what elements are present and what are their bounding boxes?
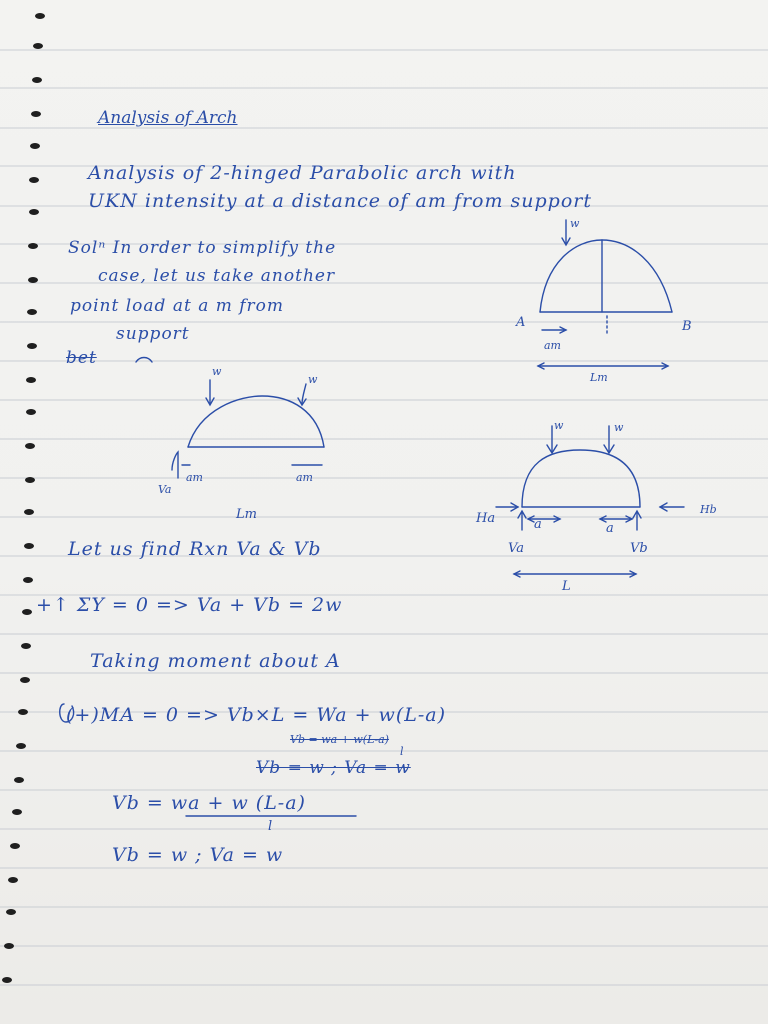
moment-equation: (+)MA = 0 => Vb×L = Wa + w(L-a): [66, 704, 447, 726]
scratch-work-1: Vb = wa + w(L-a): [290, 733, 389, 746]
fig3-vb: Vb: [630, 541, 648, 556]
fig2-load-left: w: [212, 365, 222, 378]
fig2-span: Lm: [236, 507, 257, 522]
problem-line-1: Analysis of 2-hinged Parabolic arch with: [88, 162, 517, 184]
fig3-hb: Hb: [700, 503, 717, 516]
fig1-load-label: w: [570, 217, 580, 230]
arch-figure-3: [496, 426, 684, 577]
fig3-va: Va: [508, 541, 524, 556]
fig1-dim-l: Lm: [590, 371, 608, 384]
vb-numerator: Vb = wa + w (L-a): [112, 792, 306, 814]
solution-line-1: Solⁿ In order to simplify the: [68, 238, 337, 258]
lets-find-line: Let us find Rxn Va & Vb: [68, 538, 322, 560]
fig1-support-a: A: [516, 315, 526, 330]
ink-marks: [60, 358, 356, 817]
taking-moment-line: Taking moment about A: [90, 650, 341, 672]
fig3-load-right: w: [614, 421, 624, 434]
fig1-support-b: B: [682, 319, 692, 334]
sum-y-equation: +↑ ΣY = 0 => Va + Vb = 2w: [36, 594, 343, 616]
fig2-reaction: Va: [158, 483, 172, 496]
solution-line-5: bet: [66, 348, 97, 368]
problem-line-2: UKN intensity at a distance of am from support: [88, 190, 592, 212]
fig3-load-left: w: [554, 419, 564, 432]
solution-line-4: support: [116, 324, 190, 344]
fig2-dim-left: am: [186, 471, 203, 484]
vb-denominator: l: [268, 819, 273, 834]
solution-line-3: point load at a m from: [70, 296, 285, 316]
fig1-dim-a: am: [544, 339, 561, 352]
scratch-work-2: Vb = w ; Va = w: [256, 758, 411, 778]
page-title: Analysis of Arch: [98, 108, 238, 128]
arch-figure-2: [172, 380, 324, 478]
final-result: Vb = w ; Va = w: [112, 844, 284, 866]
solution-line-2: case, let us take another: [98, 266, 336, 286]
fig3-a-right: a: [606, 521, 614, 536]
fig3-a-left: a: [534, 517, 542, 532]
scratch-work-1-denominator: l: [400, 745, 404, 758]
fig3-span: L: [562, 579, 571, 594]
fig3-ha: Ha: [476, 511, 496, 526]
fig2-dim-right: am: [296, 471, 313, 484]
fig2-load-right: w: [308, 373, 318, 386]
